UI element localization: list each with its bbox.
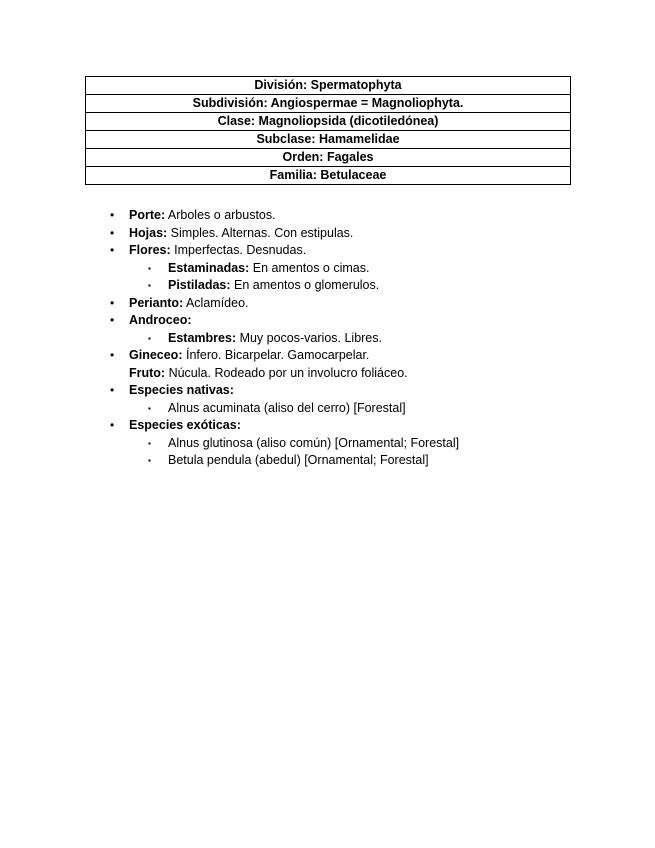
taxonomy-row — [86, 167, 571, 185]
item-label: Porte: — [129, 208, 166, 222]
item-label: Especies exóticas: — [129, 418, 241, 432]
taxonomy-row — [86, 131, 571, 149]
taxonomy-division: División: Spermatophyta — [86, 77, 571, 95]
list-item-text — [129, 207, 276, 225]
item-label: Fruto: — [129, 365, 166, 380]
item-text: Núcula. Rodeado por un involucro foliáceo. — [165, 365, 408, 380]
list-item-text — [129, 225, 353, 243]
list-item-text — [129, 382, 234, 400]
item-label: Flores: — [129, 243, 171, 257]
item-label: Estambres: — [168, 330, 237, 345]
list-item-flores — [110, 242, 630, 260]
taxonomy-class: Clase: Magnoliopsida (dicotiledónea) — [86, 113, 571, 131]
sublist-item-exotica — [110, 435, 630, 453]
list-item-hojas — [110, 225, 630, 243]
taxonomy-row — [86, 149, 571, 167]
list-item-text — [168, 260, 369, 278]
list-item-especies-nativas — [110, 382, 630, 400]
bullet-icon: • — [110, 348, 115, 362]
item-text: Alnus glutinosa (aliso común) [Ornamental; Forestal] — [168, 435, 460, 450]
item-text: Simples. Alternas. Con estipulas. — [167, 225, 354, 240]
list-item-text — [129, 365, 408, 383]
sublist-item-nativa — [110, 400, 630, 418]
bullet-icon: • — [110, 225, 115, 240]
square-bullet-icon: ▪ — [148, 403, 151, 413]
item-text: Muy pocos-varios. Libres. — [236, 330, 382, 345]
item-text: Ínfero. Bicarpelar. Gamocarpelar. — [182, 348, 370, 362]
list-item-gineceo — [110, 347, 630, 365]
sublist-item-exotica — [110, 452, 630, 470]
item-text: Arboles o arbustos. — [165, 208, 276, 222]
list-item-especies-exoticas — [110, 417, 630, 435]
square-bullet-icon: ▪ — [148, 263, 151, 273]
item-label: Gineceo: — [129, 348, 183, 362]
list-item-fruto — [110, 365, 630, 383]
item-text: Aclamídeo. — [183, 295, 249, 310]
list-item-text — [129, 295, 249, 313]
square-bullet-icon: ▪ — [148, 456, 151, 465]
list-item-text — [129, 417, 241, 435]
item-text: Imperfectas. Desnudas. — [170, 243, 307, 257]
item-label: Estaminadas: — [168, 260, 250, 275]
sublist-item-estambres — [110, 330, 630, 348]
taxonomy-row — [86, 95, 571, 113]
list-item-porte — [110, 207, 630, 225]
bullet-icon: • — [110, 313, 115, 327]
item-label: Hojas: — [129, 225, 168, 240]
taxonomy-subdivision: Subdivisión: Angiospermae = Magnoliophyta. — [86, 95, 571, 113]
item-text: Alnus acuminata (aliso del cerro) [Forestal] — [168, 400, 406, 415]
taxonomy-subclass: Subclase: Hamamelidae — [86, 131, 571, 149]
list-item-androceo — [110, 312, 630, 330]
description-list — [110, 207, 630, 470]
item-label: Pistiladas: — [168, 278, 231, 292]
item-text: En amentos o cimas. — [249, 260, 370, 275]
item-label: Especies nativas: — [129, 383, 234, 397]
bullet-icon: • — [110, 208, 115, 222]
sublist-item-pistiladas — [110, 277, 630, 295]
bullet-icon: • — [110, 418, 115, 432]
bullet-icon: • — [110, 295, 115, 310]
sublist-item-estaminadas — [110, 260, 630, 278]
taxonomy-family: Familia: Betulaceae — [86, 167, 571, 185]
square-bullet-icon: ▪ — [148, 281, 151, 290]
list-item-text — [129, 347, 369, 365]
taxonomy-order: Orden: Fagales — [86, 149, 571, 167]
bullet-icon: • — [110, 243, 115, 257]
taxonomy-row — [86, 77, 571, 95]
item-text: En amentos o glomerulos. — [230, 278, 380, 292]
item-label: Perianto: — [129, 295, 184, 310]
list-item-text — [129, 312, 192, 330]
taxonomy-table — [85, 76, 571, 185]
square-bullet-icon: ▪ — [148, 333, 151, 343]
list-item-text — [168, 330, 382, 348]
list-item-perianto — [110, 295, 630, 313]
list-item-text — [129, 242, 306, 260]
taxonomy-row — [86, 113, 571, 131]
item-label: Androceo: — [129, 313, 192, 327]
item-text: Betula pendula (abedul) [Ornamental; Forestal] — [168, 453, 429, 467]
bullet-icon: • — [110, 383, 115, 397]
square-bullet-icon: ▪ — [148, 438, 151, 448]
list-item-text — [168, 277, 379, 295]
